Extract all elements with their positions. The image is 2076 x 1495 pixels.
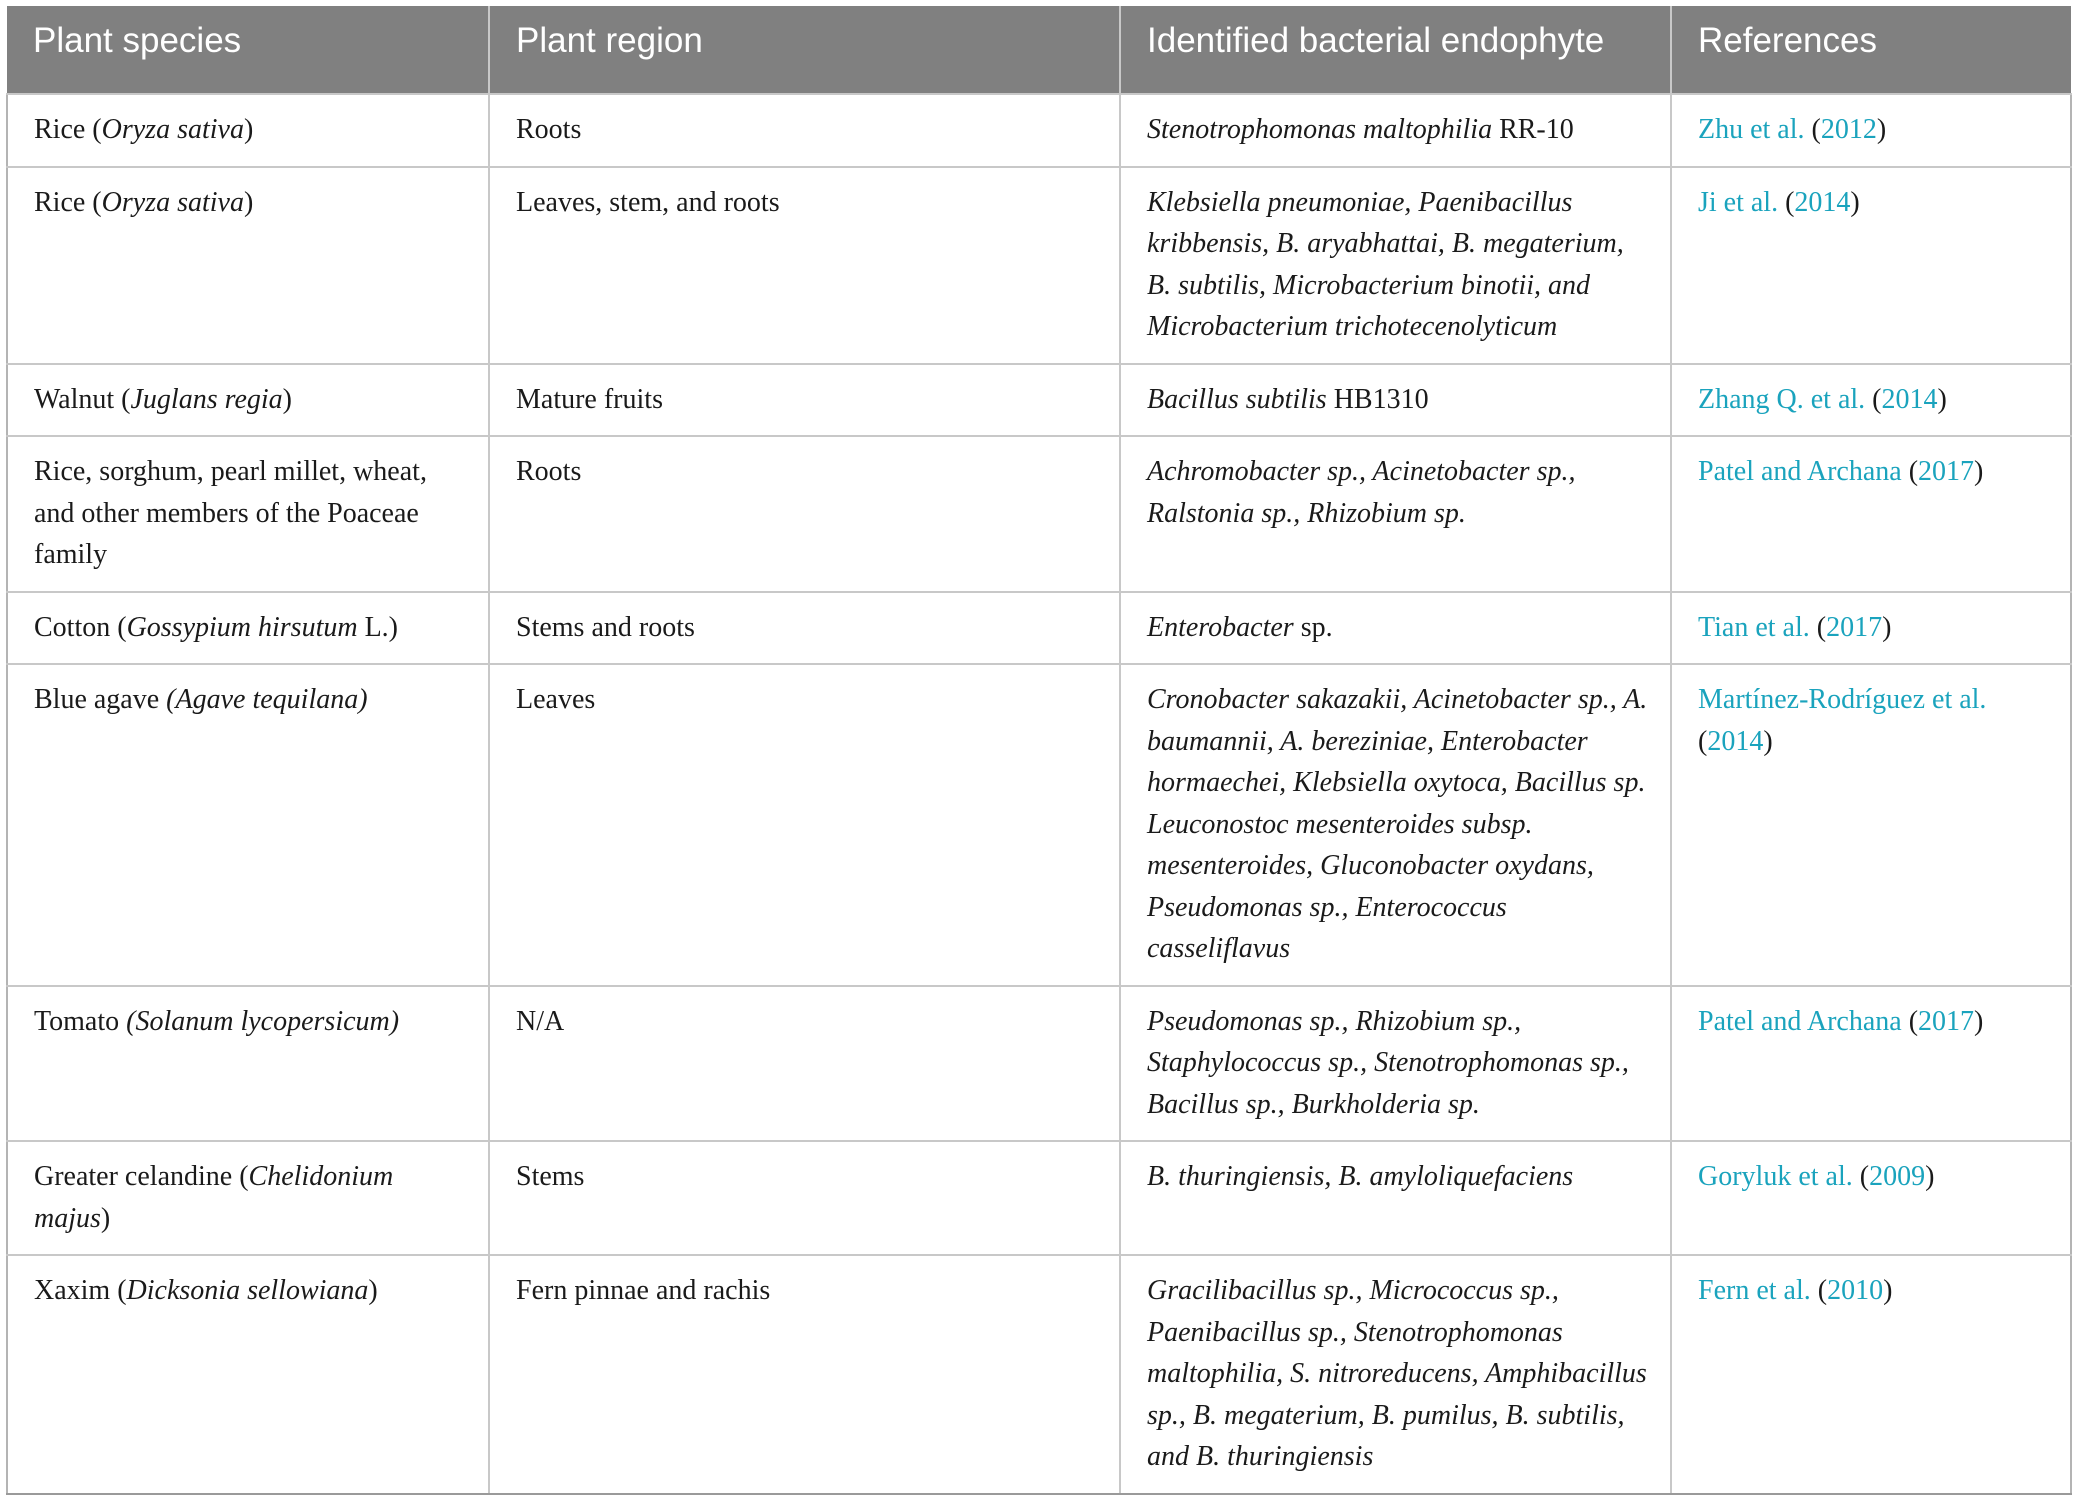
reference-cell xyxy=(1671,1141,2071,1255)
text-segment: Tomato xyxy=(34,1005,127,1037)
table-row xyxy=(7,94,2071,167)
reference-year-link[interactable]: 2009 xyxy=(1869,1161,1926,1192)
text-segment: ) xyxy=(282,383,292,415)
reference-author-link[interactable]: Patel and Archana xyxy=(1698,1005,1902,1037)
text-segment: Achromobacter sp., Acinetobacter sp., Ralstonia sp., Rhizobium sp. xyxy=(1147,456,1576,529)
text-segment: ) xyxy=(368,1275,378,1306)
text-segment: Bacillus subtilis xyxy=(1147,383,1327,415)
reference-year-link[interactable]: 2012 xyxy=(1820,114,1877,145)
text-segment: Blue agave xyxy=(34,684,167,715)
endophyte-cell xyxy=(1120,664,1671,986)
plant-species-cell xyxy=(7,592,489,665)
plant-region-cell: Leaves xyxy=(489,664,1120,986)
text-segment: Cotton ( xyxy=(34,611,127,643)
text-segment: Cronobacter sakazakii, Acinetobacter sp., A. baumannii, A. bereziniae, Enterobacter hormaechei, Klebsiella oxytoca, Bacillus sp. Leuconostoc mesenteroides subsp. mesenteroides, Gluconobacter oxydans, Pseudomonas sp., Enterococcus casseliflavus xyxy=(1147,684,1648,964)
reference-paren-close: ) xyxy=(1883,1275,1893,1306)
text-segment: L.) xyxy=(357,611,399,643)
header-plant-species: Plant species xyxy=(7,6,489,94)
text-segment: Greater celandine ( xyxy=(34,1161,249,1192)
reference-paren-open: ( xyxy=(1809,611,1827,643)
reference-paren-close: ) xyxy=(1876,114,1887,145)
reference-paren-open: ( xyxy=(1901,1005,1919,1037)
reference-year-link[interactable]: 2014 xyxy=(1707,725,1764,757)
text-segment: Juglans regia xyxy=(130,383,283,415)
plant-region-cell: Mature fruits xyxy=(489,364,1120,437)
reference-cell xyxy=(1671,592,2071,665)
table-row xyxy=(7,986,2071,1142)
reference-year-link[interactable]: 2014 xyxy=(1881,383,1938,415)
text-segment: HB1310 xyxy=(1326,383,1429,415)
plant-region-cell: N/A xyxy=(489,986,1120,1142)
table-row xyxy=(7,1255,2071,1494)
table-row xyxy=(7,167,2071,364)
reference-paren-close: ) xyxy=(1850,186,1860,218)
reference-paren-close: ) xyxy=(1937,383,1947,415)
plant-species-cell xyxy=(7,364,489,437)
table-body xyxy=(7,94,2071,1494)
endophyte-table xyxy=(6,6,2072,1495)
reference-paren-close: ) xyxy=(1974,456,1984,487)
text-segment: RR-10 xyxy=(1492,114,1574,145)
text-segment: Gracilibacillus sp., Micrococcus sp., Paenibacillus sp., Stenotrophomonas maltophilia, S. nitroreducens, Amphibacillus sp., B. megaterium, B. pumilus, B. subtilis, and B. thuringiensis xyxy=(1147,1275,1647,1472)
reference-cell xyxy=(1671,167,2071,364)
reference-author-link[interactable]: Patel and Archana xyxy=(1698,456,1902,487)
table-row xyxy=(7,592,2071,665)
reference-paren-open: ( xyxy=(1810,1275,1828,1306)
text-segment: Oryza sativa xyxy=(101,186,244,218)
reference-cell xyxy=(1671,664,2071,986)
reference-year-link[interactable]: 2017 xyxy=(1826,611,1883,643)
endophyte-cell xyxy=(1120,364,1671,437)
reference-author-link[interactable]: Goryluk et al. xyxy=(1698,1161,1853,1192)
endophyte-cell xyxy=(1120,167,1671,364)
text-segment: Rice ( xyxy=(34,114,102,145)
text-segment: Chelidonium majus xyxy=(34,1161,394,1234)
plant-species-cell xyxy=(7,94,489,167)
text-segment: sp. xyxy=(1293,611,1333,643)
reference-author-link[interactable]: Zhang Q. et al. xyxy=(1698,383,1866,415)
plant-species-cell xyxy=(7,664,489,986)
plant-region-cell: Fern pinnae and rachis xyxy=(489,1255,1120,1494)
text-segment: Walnut ( xyxy=(34,383,131,415)
reference-year-link[interactable]: 2017 xyxy=(1918,456,1975,487)
reference-paren-close: ) xyxy=(1763,725,1773,757)
text-segment: Rice ( xyxy=(34,186,102,218)
endophyte-cell xyxy=(1120,986,1671,1142)
reference-author-link[interactable]: Zhu et al. xyxy=(1698,114,1805,145)
endophyte-cell xyxy=(1120,1141,1671,1255)
reference-author-link[interactable]: Martínez-Rodríguez et al. xyxy=(1698,684,1987,715)
reference-paren-close: ) xyxy=(1974,1005,1984,1037)
reference-year-link[interactable]: 2014 xyxy=(1794,186,1851,218)
text-segment: Stenotrophomonas maltophilia xyxy=(1147,114,1493,145)
plant-region-cell: Leaves, stem, and roots xyxy=(489,167,1120,364)
text-segment: ) xyxy=(100,1202,111,1234)
plant-species-cell xyxy=(7,167,489,364)
endophyte-cell xyxy=(1120,94,1671,167)
reference-cell xyxy=(1671,364,2071,437)
reference-cell xyxy=(1671,1255,2071,1494)
plant-species-cell xyxy=(7,986,489,1142)
text-segment: (Agave tequilana) xyxy=(166,684,368,715)
reference-author-link[interactable]: Ji et al. xyxy=(1698,186,1779,218)
text-segment: B. thuringiensis, B. amyloliquefaciens xyxy=(1147,1161,1574,1192)
endophyte-cell xyxy=(1120,436,1671,592)
reference-paren-open: ( xyxy=(1865,383,1882,415)
reference-paren-open: ( xyxy=(1852,1161,1870,1192)
text-segment: Gossypium hirsutum xyxy=(126,611,358,643)
text-segment: ) xyxy=(243,186,254,218)
header-references: References xyxy=(1671,6,2071,94)
reference-year-link[interactable]: 2017 xyxy=(1918,1005,1975,1037)
reference-paren-close: ) xyxy=(1925,1161,1935,1192)
plant-species-cell xyxy=(7,436,489,592)
reference-paren-close: ) xyxy=(1882,611,1892,643)
text-segment: Enterobacter xyxy=(1147,611,1294,643)
reference-cell xyxy=(1671,94,2071,167)
text-segment: Klebsiella pneumoniae, Paenibacillus kribbensis, B. aryabhattai, B. megaterium, B. subtilis, Microbacterium binotii, and Microbacterium trichotecenolyticum xyxy=(1147,186,1624,342)
text-segment: Xaxim ( xyxy=(34,1275,127,1306)
reference-author-link[interactable]: Fern et al. xyxy=(1698,1275,1811,1306)
table-row xyxy=(7,1141,2071,1255)
text-segment: Pseudomonas sp., Rhizobium sp., Staphylococcus sp., Stenotrophomonas sp., Bacillus sp., Burkholderia sp. xyxy=(1147,1005,1629,1120)
table-row xyxy=(7,664,2071,986)
reference-paren-open: ( xyxy=(1901,456,1919,487)
text-segment: Oryza sativa xyxy=(101,114,244,145)
header-identified-endophyte: Identified bacterial endophyte xyxy=(1120,6,1671,94)
reference-paren-open: ( xyxy=(1804,114,1821,145)
plant-region-cell: Roots xyxy=(489,436,1120,592)
text-segment: (Solanum lycopersicum) xyxy=(126,1005,400,1037)
reference-cell xyxy=(1671,986,2071,1142)
text-segment: Rice, sorghum, pearl millet, wheat, and other members of the Poaceae family xyxy=(34,456,427,570)
reference-year-link[interactable]: 2010 xyxy=(1827,1275,1884,1306)
reference-author-link[interactable]: Tian et al. xyxy=(1698,611,1810,643)
endophyte-cell xyxy=(1120,592,1671,665)
header-plant-region: Plant region xyxy=(489,6,1120,94)
reference-paren-open: ( xyxy=(1778,186,1795,218)
table-row xyxy=(7,436,2071,592)
reference-paren-open: ( xyxy=(1698,725,1708,757)
endophyte-cell xyxy=(1120,1255,1671,1494)
plant-region-cell: Stems xyxy=(489,1141,1120,1255)
text-segment: ) xyxy=(243,114,254,145)
plant-species-cell xyxy=(7,1141,489,1255)
plant-region-cell: Stems and roots xyxy=(489,592,1120,665)
plant-region-cell: Roots xyxy=(489,94,1120,167)
header-row xyxy=(7,6,2071,94)
plant-species-cell xyxy=(7,1255,489,1494)
reference-cell xyxy=(1671,436,2071,592)
text-segment: Dicksonia sellowiana xyxy=(126,1275,369,1306)
table-row xyxy=(7,364,2071,437)
